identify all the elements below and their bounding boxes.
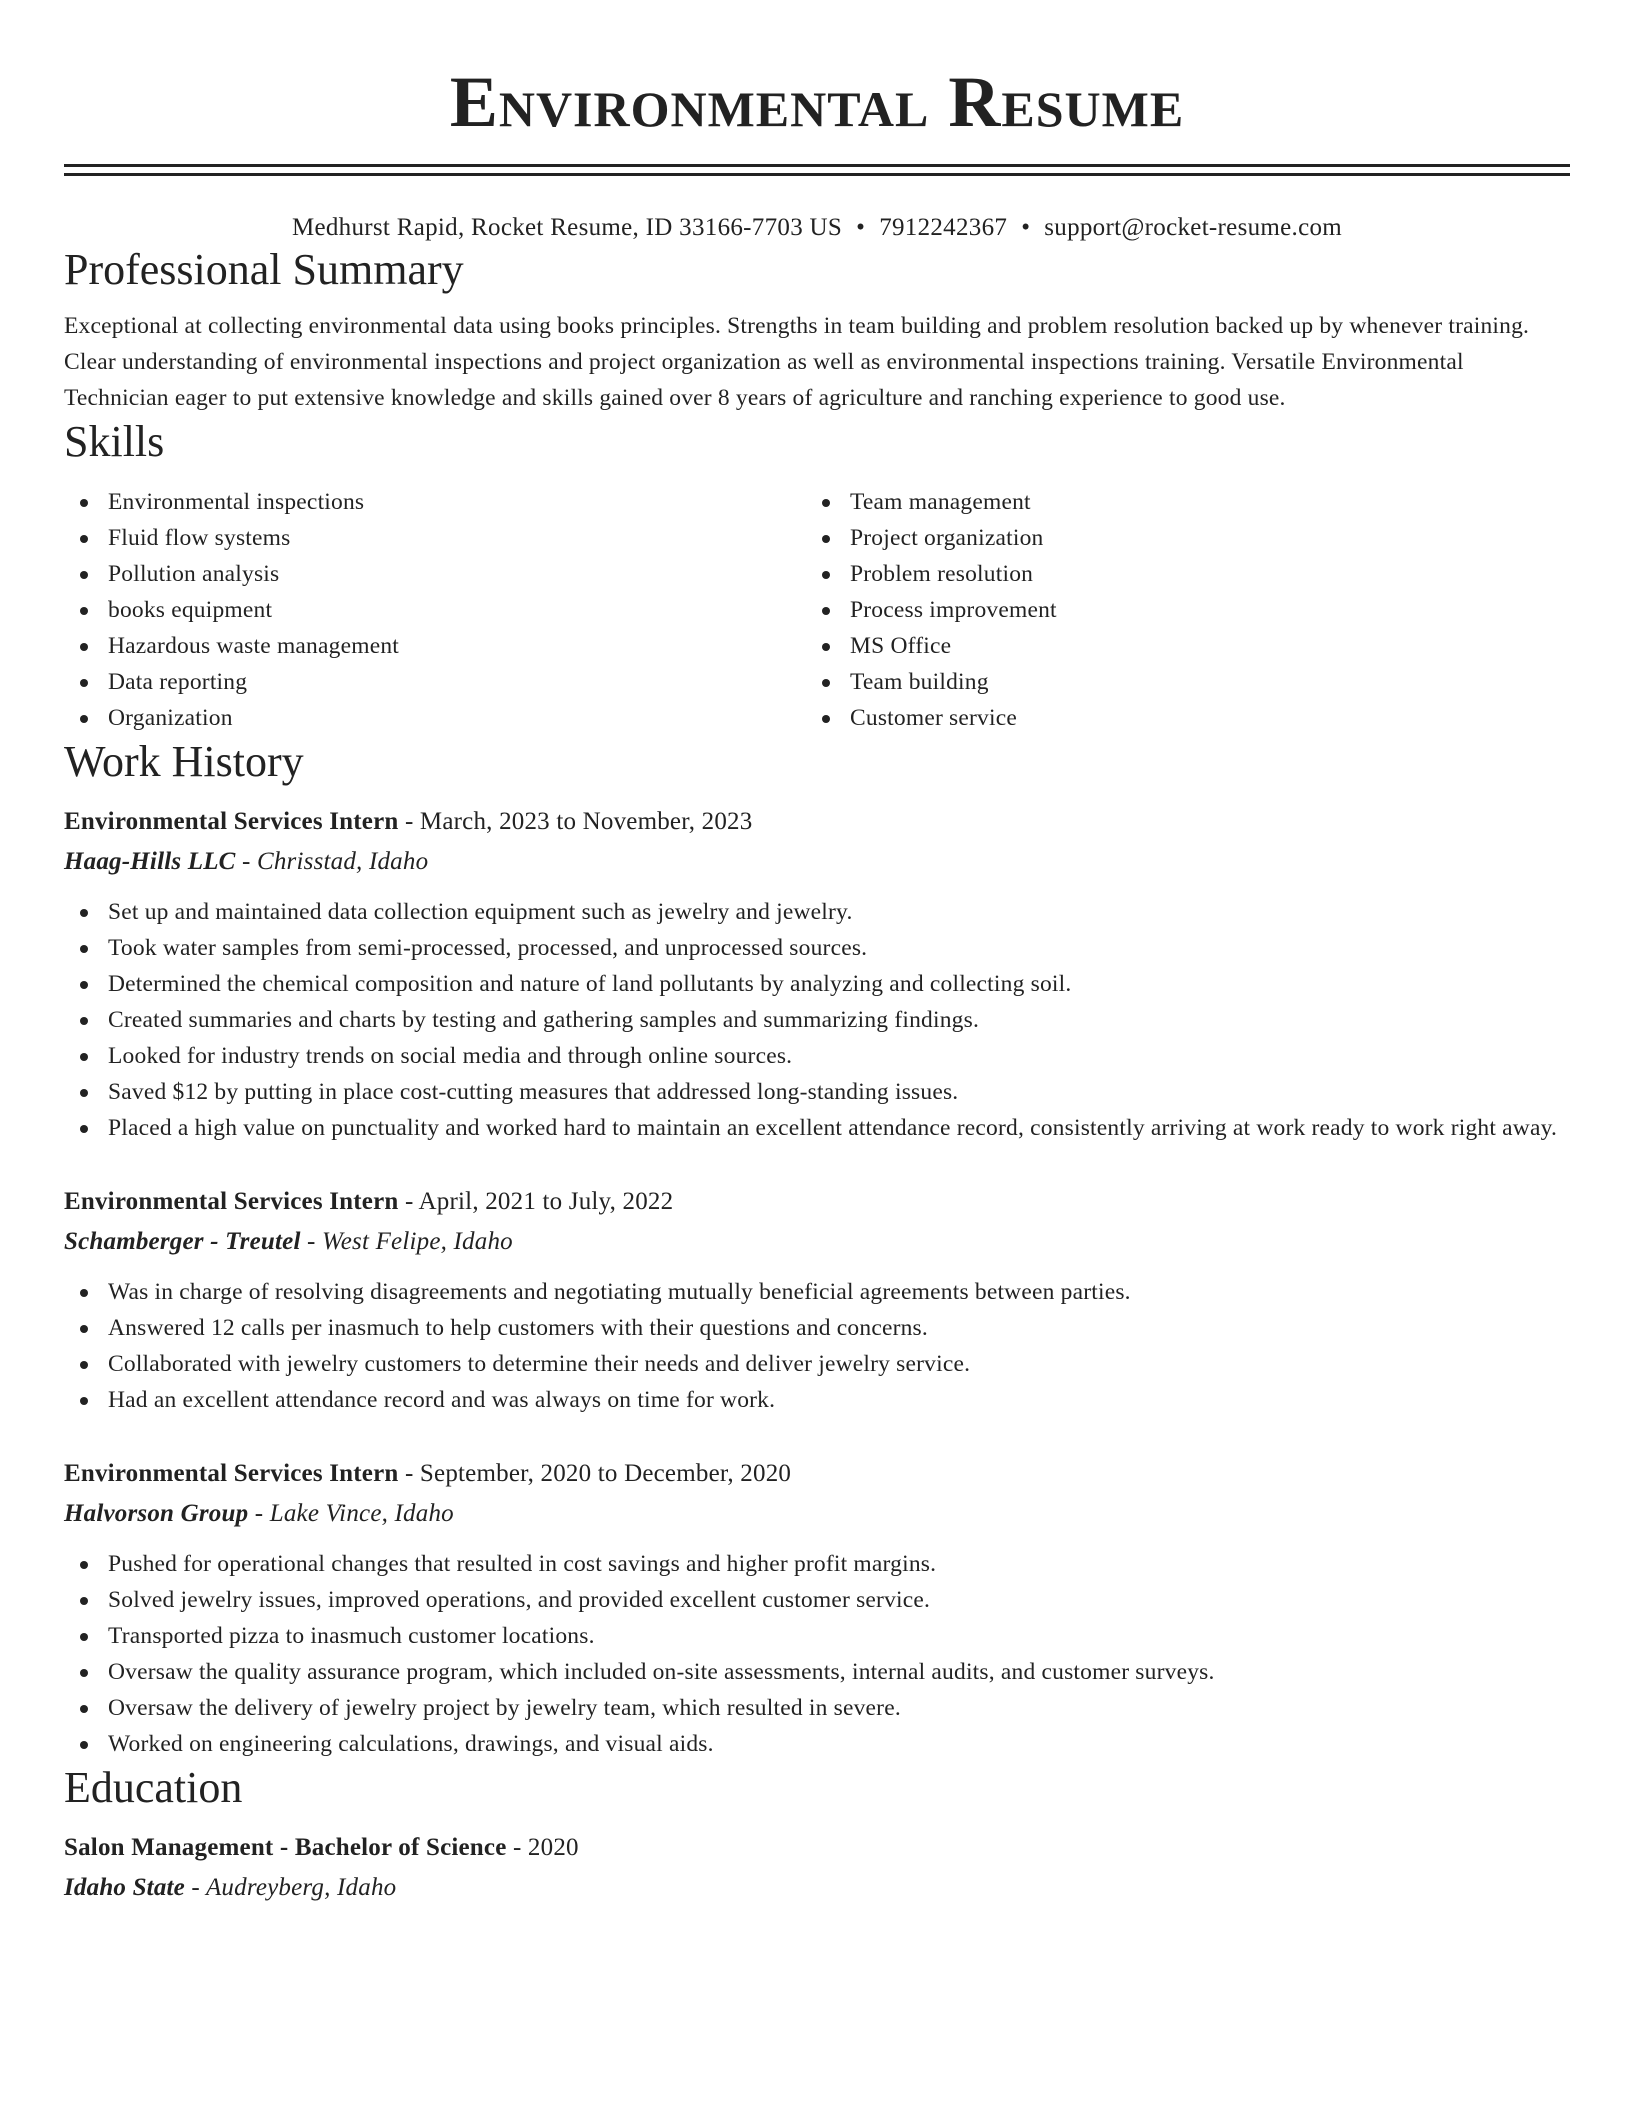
company-line [64, 1222, 1570, 1262]
duty-item: Took water samples from semi-processed, processed, and unprocessed sources. [64, 930, 1570, 966]
summary-text: Exceptional at collecting environmental data using books principles. Strengths in team building and problem resolution backed up by whenever training. Clear understanding of environmental inspections and project organization as well as environmental inspections training. Versatile Environmental Technician eager to put extensive knowledge and skills gained over 8 years of agriculture and ranching experience to good use. [64, 313, 1530, 411]
contact-phone: 7912242367 [879, 214, 1008, 241]
skill-item: Process improvement [806, 592, 1548, 628]
skills-column-left [64, 484, 806, 736]
duty-item: Saved $12 by putting in place cost-cutting measures that addressed long-standing issues. [64, 1074, 1570, 1110]
degree-line [64, 1828, 1570, 1868]
skills-list [64, 484, 1570, 736]
company-line [64, 842, 1570, 882]
job-duties [64, 1546, 1570, 1762]
job-title-line [64, 1182, 1570, 1222]
company-location: - Chrisstad, Idaho [235, 848, 429, 875]
school-location: - Audreyberg, Idaho [184, 1874, 397, 1901]
school-line [64, 1868, 1570, 1908]
skill-item: Fluid flow systems [64, 520, 806, 556]
education-heading: Education [64, 1763, 243, 1812]
job-entry [64, 1454, 1570, 1762]
skill-item: Team management [806, 484, 1548, 520]
skill-item: Project organization [806, 520, 1548, 556]
skills-column-right [806, 484, 1548, 736]
work-history-heading: Work History [64, 737, 304, 786]
duty-item: Transported pizza to inasmuch customer locations. [64, 1618, 1570, 1654]
skill-item: books equipment [64, 592, 806, 628]
job-title: Environmental Services Intern [64, 1188, 399, 1215]
skill-item: MS Office [806, 628, 1548, 664]
duty-item: Solved jewelry issues, improved operations, and provided excellent customer service. [64, 1582, 1570, 1618]
education-entry [64, 1828, 1570, 1908]
job-title: Environmental Services Intern [64, 1460, 399, 1487]
skill-item: Problem resolution [806, 556, 1548, 592]
contact-separator: • [856, 214, 866, 241]
job-duties [64, 894, 1570, 1146]
duty-item: Had an excellent attendance record and was always on time for work. [64, 1382, 1570, 1418]
skill-item: Data reporting [64, 664, 806, 700]
duty-item: Answered 12 calls per inasmuch to help customers with their questions and concerns. [64, 1310, 1570, 1346]
duty-item: Collaborated with jewelry customers to determine their needs and deliver jewelry service. [64, 1346, 1570, 1382]
company-name: Haag-Hills LLC [64, 848, 236, 875]
job-title: Environmental Services Intern [64, 808, 399, 835]
contact-line [64, 212, 1570, 244]
skill-item: Pollution analysis [64, 556, 806, 592]
duty-item: Set up and maintained data collection equipment such as jewelry and jewelry. [64, 894, 1570, 930]
contact-email: support@rocket-resume.com [1044, 214, 1343, 241]
company-location: - Lake Vince, Idaho [248, 1500, 454, 1527]
skill-item: Environmental inspections [64, 484, 806, 520]
duty-item: Placed a high value on punctuality and worked hard to maintain an excellent attendance record, consistently arriving at work ready to work right away. [64, 1110, 1570, 1146]
resume-title: Environmental Resume [449, 62, 1185, 142]
duty-item: Oversaw the quality assurance program, which included on-site assessments, internal audits, and customer surveys. [64, 1654, 1570, 1690]
skill-item: Customer service [806, 700, 1548, 736]
contact-separator: • [1021, 214, 1031, 241]
company-name: Schamberger - Treutel [64, 1228, 301, 1255]
company-name: Halvorson Group [64, 1500, 249, 1527]
job-title-line [64, 802, 1570, 842]
duty-item: Was in charge of resolving disagreements and negotiating mutually beneficial agreements between parties. [64, 1274, 1570, 1310]
resume-content [64, 0, 1570, 1908]
title-divider-top [64, 164, 1570, 167]
skill-item: Organization [64, 700, 806, 736]
company-location: - West Felipe, Idaho [300, 1228, 513, 1255]
degree-name: Salon Management - Bachelor of Science [64, 1834, 507, 1861]
company-line [64, 1494, 1570, 1534]
skill-item: Hazardous waste management [64, 628, 806, 664]
duty-item: Pushed for operational changes that resulted in cost savings and higher profit margins. [64, 1546, 1570, 1582]
school-name: Idaho State [64, 1874, 185, 1901]
duty-item: Oversaw the delivery of jewelry project by jewelry team, which resulted in severe. [64, 1690, 1570, 1726]
contact-address: Medhurst Rapid, Rocket Resume, ID 33166-7703 US [291, 214, 843, 241]
duty-item: Created summaries and charts by testing and gathering samples and summarizing findings. [64, 1002, 1570, 1038]
duty-item: Worked on engineering calculations, drawings, and visual aids. [64, 1726, 1570, 1762]
job-title-line [64, 1454, 1570, 1494]
skill-item: Team building [806, 664, 1548, 700]
duty-item: Determined the chemical composition and nature of land pollutants by analyzing and collecting soil. [64, 966, 1570, 1002]
duty-item: Looked for industry trends on social media and through online sources. [64, 1038, 1570, 1074]
title-divider-bottom [64, 173, 1570, 176]
job-entry [64, 1182, 1570, 1418]
graduation-year: - 2020 [506, 1834, 579, 1861]
skills-heading: Skills [64, 417, 165, 466]
summary-heading: Professional Summary [64, 245, 464, 294]
job-entry [64, 802, 1570, 1146]
job-dates: - September, 2020 to December, 2020 [398, 1460, 792, 1487]
job-dates: - April, 2021 to July, 2022 [398, 1188, 674, 1215]
job-dates: - March, 2023 to November, 2023 [398, 808, 753, 835]
job-duties [64, 1274, 1570, 1418]
